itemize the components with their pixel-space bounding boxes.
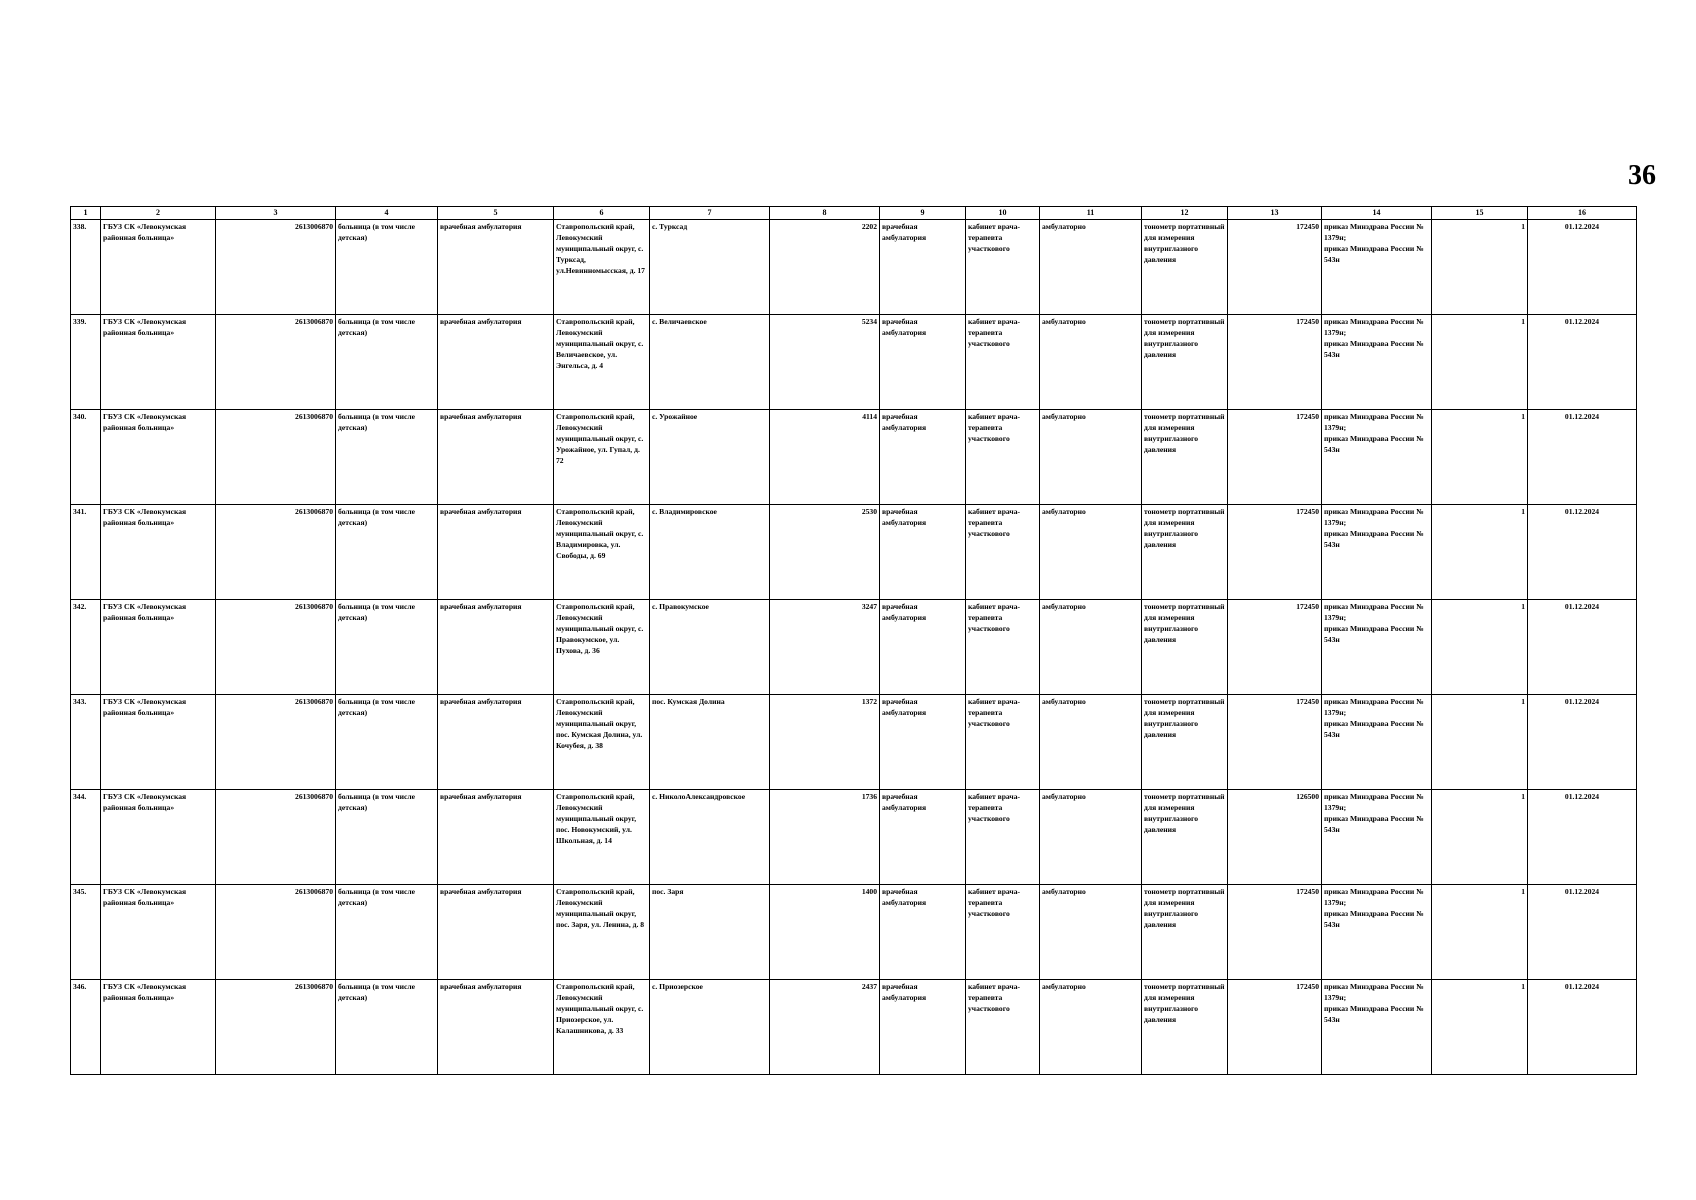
equipment-name-cell: тонометр портативный для измерения внутриглазного давления [1142, 789, 1228, 884]
column-number-6: 6 [554, 207, 650, 220]
equipment-name-cell: тонометр портативный для измерения внутриглазного давления [1142, 314, 1228, 409]
table-row [71, 314, 1637, 409]
care-conditions-cell: амбулаторно [1040, 599, 1142, 694]
facility-type-cell: врачебная амбулатория [880, 219, 966, 314]
population-cell: 2530 [770, 504, 880, 599]
population-cell: 3247 [770, 599, 880, 694]
facility-type-cell: врачебная амбулатория [880, 504, 966, 599]
care-conditions-cell: амбулаторно [1040, 789, 1142, 884]
delivery-date-cell: 01.12.2024 [1528, 599, 1637, 694]
care-conditions-cell: амбулаторно [1040, 694, 1142, 789]
organization-name-cell: ГБУЗ СК «Левокумская районная больница» [101, 789, 216, 884]
equipment-name-cell: тонометр портативный для измерения внутриглазного давления [1142, 979, 1228, 1074]
settlement-cell: с. Турксад [650, 219, 770, 314]
subdivision-type-cell: врачебная амбулатория [438, 789, 554, 884]
population-cell: 1372 [770, 694, 880, 789]
price-cell: 172450 [1228, 409, 1322, 504]
page-number: 36 [1628, 160, 1656, 191]
delivery-date-cell: 01.12.2024 [1528, 314, 1637, 409]
table-row [71, 789, 1637, 884]
legal-basis-cell: приказ Минздрава России № 1379н; приказ Минздрава России № 543н [1322, 504, 1432, 599]
equipment-name-cell: тонометр портативный для измерения внутриглазного давления [1142, 219, 1228, 314]
row-number-cell: 338. [71, 219, 101, 314]
organization-type-cell: больница (в том числе детская) [336, 884, 438, 979]
facility-type-cell: врачебная амбулатория [880, 884, 966, 979]
equipment-name-cell: тонометр портативный для измерения внутриглазного давления [1142, 694, 1228, 789]
organization-type-cell: больница (в том числе детская) [336, 314, 438, 409]
legal-basis-cell: приказ Минздрава России № 1379н; приказ Минздрава России № 543н [1322, 409, 1432, 504]
care-conditions-cell: амбулаторно [1040, 409, 1142, 504]
equipment-name-cell: тонометр портативный для измерения внутриглазного давления [1142, 884, 1228, 979]
settlement-cell: пос. Кумская Долина [650, 694, 770, 789]
quantity-cell: 1 [1432, 694, 1528, 789]
table-row [71, 884, 1637, 979]
address-cell: Ставропольский край, Левокумский муниципальный округ, пос. Новокумский, ул. Школьная, д. 14 [554, 789, 650, 884]
address-cell: Ставропольский край, Левокумский муниципальный округ, пос. Заря, ул. Ленина, д. 8 [554, 884, 650, 979]
delivery-date-cell: 01.12.2024 [1528, 409, 1637, 504]
column-number-9: 9 [880, 207, 966, 220]
column-number-4: 4 [336, 207, 438, 220]
population-cell: 4114 [770, 409, 880, 504]
organization-name-cell: ГБУЗ СК «Левокумская районная больница» [101, 694, 216, 789]
organization-type-cell: больница (в том числе детская) [336, 789, 438, 884]
cabinet-cell: кабинет врача-терапевта участкового [966, 599, 1040, 694]
cabinet-cell: кабинет врача-терапевта участкового [966, 219, 1040, 314]
address-cell: Ставропольский край, Левокумский муниципальный округ, с. Урожайное, ул. Гупал, д. 72 [554, 409, 650, 504]
table-row [71, 694, 1637, 789]
settlement-cell: пос. Заря [650, 884, 770, 979]
table-row [71, 409, 1637, 504]
inn-code-cell: 2613006870 [216, 884, 336, 979]
legal-basis-cell: приказ Минздрава России № 1379н; приказ Минздрава России № 543н [1322, 884, 1432, 979]
subdivision-type-cell: врачебная амбулатория [438, 314, 554, 409]
care-conditions-cell: амбулаторно [1040, 504, 1142, 599]
organization-name-cell: ГБУЗ СК «Левокумская районная больница» [101, 979, 216, 1074]
column-number-16: 16 [1528, 207, 1637, 220]
quantity-cell: 1 [1432, 504, 1528, 599]
delivery-date-cell: 01.12.2024 [1528, 694, 1637, 789]
settlement-cell: с. НиколоАлександровское [650, 789, 770, 884]
legal-basis-cell: приказ Минздрава России № 1379н; приказ Минздрава России № 543н [1322, 219, 1432, 314]
inn-code-cell: 2613006870 [216, 219, 336, 314]
population-cell: 2437 [770, 979, 880, 1074]
address-cell: Ставропольский край, Левокумский муниципальный округ, с. Величаевское, ул. Энгельса, д. 4 [554, 314, 650, 409]
table-row [71, 219, 1637, 314]
legal-basis-cell: приказ Минздрава России № 1379н; приказ Минздрава России № 543н [1322, 789, 1432, 884]
column-number-2: 2 [101, 207, 216, 220]
table-row [71, 979, 1637, 1074]
address-cell: Ставропольский край, Левокумский муниципальный округ, с. Правокумское, ул. Пухова, д. 36 [554, 599, 650, 694]
price-cell: 126500 [1228, 789, 1322, 884]
column-number-15: 15 [1432, 207, 1528, 220]
delivery-date-cell: 01.12.2024 [1528, 504, 1637, 599]
column-number-7: 7 [650, 207, 770, 220]
table-row [71, 599, 1637, 694]
facility-type-cell: врачебная амбулатория [880, 409, 966, 504]
quantity-cell: 1 [1432, 884, 1528, 979]
population-cell: 1736 [770, 789, 880, 884]
row-number-cell: 341. [71, 504, 101, 599]
organization-type-cell: больница (в том числе детская) [336, 409, 438, 504]
address-cell: Ставропольский край, Левокумский муниципальный округ, с. Владимировка, ул. Свободы, д. 69 [554, 504, 650, 599]
organization-type-cell: больница (в том числе детская) [336, 694, 438, 789]
organization-type-cell: больница (в том числе детская) [336, 504, 438, 599]
inn-code-cell: 2613006870 [216, 979, 336, 1074]
column-number-10: 10 [966, 207, 1040, 220]
care-conditions-cell: амбулаторно [1040, 314, 1142, 409]
cabinet-cell: кабинет врача-терапевта участкового [966, 884, 1040, 979]
row-number-cell: 345. [71, 884, 101, 979]
table-row [71, 504, 1637, 599]
settlement-cell: с. Приозерское [650, 979, 770, 1074]
organization-type-cell: больница (в том числе детская) [336, 219, 438, 314]
column-number-8: 8 [770, 207, 880, 220]
inn-code-cell: 2613006870 [216, 694, 336, 789]
facility-type-cell: врачебная амбулатория [880, 694, 966, 789]
row-number-cell: 346. [71, 979, 101, 1074]
quantity-cell: 1 [1432, 599, 1528, 694]
row-number-cell: 344. [71, 789, 101, 884]
facility-type-cell: врачебная амбулатория [880, 979, 966, 1074]
equipment-name-cell: тонометр портативный для измерения внутриглазного давления [1142, 599, 1228, 694]
care-conditions-cell: амбулаторно [1040, 979, 1142, 1074]
price-cell: 172450 [1228, 979, 1322, 1074]
subdivision-type-cell: врачебная амбулатория [438, 694, 554, 789]
cabinet-cell: кабинет врача-терапевта участкового [966, 409, 1040, 504]
delivery-date-cell: 01.12.2024 [1528, 789, 1637, 884]
settlement-cell: с. Величаевское [650, 314, 770, 409]
inn-code-cell: 2613006870 [216, 314, 336, 409]
price-cell: 172450 [1228, 219, 1322, 314]
facility-type-cell: врачебная амбулатория [880, 314, 966, 409]
price-cell: 172450 [1228, 599, 1322, 694]
subdivision-type-cell: врачебная амбулатория [438, 599, 554, 694]
subdivision-type-cell: врачебная амбулатория [438, 219, 554, 314]
inn-code-cell: 2613006870 [216, 409, 336, 504]
facility-type-cell: врачебная амбулатория [880, 599, 966, 694]
quantity-cell: 1 [1432, 979, 1528, 1074]
quantity-cell: 1 [1432, 409, 1528, 504]
inn-code-cell: 2613006870 [216, 599, 336, 694]
row-number-cell: 340. [71, 409, 101, 504]
column-number-12: 12 [1142, 207, 1228, 220]
organization-name-cell: ГБУЗ СК «Левокумская районная больница» [101, 884, 216, 979]
organization-name-cell: ГБУЗ СК «Левокумская районная больница» [101, 599, 216, 694]
organization-type-cell: больница (в том числе детская) [336, 599, 438, 694]
subdivision-type-cell: врачебная амбулатория [438, 884, 554, 979]
registry-table [70, 206, 1637, 1075]
quantity-cell: 1 [1432, 219, 1528, 314]
delivery-date-cell: 01.12.2024 [1528, 979, 1637, 1074]
settlement-cell: с. Владимировское [650, 504, 770, 599]
organization-name-cell: ГБУЗ СК «Левокумская районная больница» [101, 314, 216, 409]
equipment-name-cell: тонометр портативный для измерения внутриглазного давления [1142, 409, 1228, 504]
price-cell: 172450 [1228, 694, 1322, 789]
population-cell: 1400 [770, 884, 880, 979]
cabinet-cell: кабинет врача-терапевта участкового [966, 694, 1040, 789]
inn-code-cell: 2613006870 [216, 789, 336, 884]
column-number-14: 14 [1322, 207, 1432, 220]
organization-type-cell: больница (в том числе детская) [336, 979, 438, 1074]
legal-basis-cell: приказ Минздрава России № 1379н; приказ Минздрава России № 543н [1322, 979, 1432, 1074]
organization-name-cell: ГБУЗ СК «Левокумская районная больница» [101, 219, 216, 314]
delivery-date-cell: 01.12.2024 [1528, 884, 1637, 979]
subdivision-type-cell: врачебная амбулатория [438, 504, 554, 599]
legal-basis-cell: приказ Минздрава России № 1379н; приказ Минздрава России № 543н [1322, 694, 1432, 789]
care-conditions-cell: амбулаторно [1040, 219, 1142, 314]
column-number-3: 3 [216, 207, 336, 220]
cabinet-cell: кабинет врача-терапевта участкового [966, 789, 1040, 884]
cabinet-cell: кабинет врача-терапевта участкового [966, 979, 1040, 1074]
subdivision-type-cell: врачебная амбулатория [438, 409, 554, 504]
quantity-cell: 1 [1432, 789, 1528, 884]
address-cell: Ставропольский край, Левокумский муниципальный округ, пос. Кумская Долина, ул. Кочубея, д. 38 [554, 694, 650, 789]
address-cell: Ставропольский край, Левокумский муниципальный округ, с. Турксад, ул.Невинномысская, д. 17 [554, 219, 650, 314]
column-number-11: 11 [1040, 207, 1142, 220]
legal-basis-cell: приказ Минздрава России № 1379н; приказ Минздрава России № 543н [1322, 599, 1432, 694]
row-number-cell: 342. [71, 599, 101, 694]
equipment-name-cell: тонометр портативный для измерения внутриглазного давления [1142, 504, 1228, 599]
delivery-date-cell: 01.12.2024 [1528, 219, 1637, 314]
column-number-1: 1 [71, 207, 101, 220]
legal-basis-cell: приказ Минздрава России № 1379н; приказ Минздрава России № 543н [1322, 314, 1432, 409]
organization-name-cell: ГБУЗ СК «Левокумская районная больница» [101, 504, 216, 599]
subdivision-type-cell: врачебная амбулатория [438, 979, 554, 1074]
price-cell: 172450 [1228, 884, 1322, 979]
row-number-cell: 343. [71, 694, 101, 789]
settlement-cell: с. Урожайное [650, 409, 770, 504]
organization-name-cell: ГБУЗ СК «Левокумская районная больница» [101, 409, 216, 504]
facility-type-cell: врачебная амбулатория [880, 789, 966, 884]
cabinet-cell: кабинет врача-терапевта участкового [966, 314, 1040, 409]
address-cell: Ставропольский край, Левокумский муниципальный округ, с. Приозерское, ул. Калашникова, д. 33 [554, 979, 650, 1074]
column-number-5: 5 [438, 207, 554, 220]
cabinet-cell: кабинет врача-терапевта участкового [966, 504, 1040, 599]
quantity-cell: 1 [1432, 314, 1528, 409]
inn-code-cell: 2613006870 [216, 504, 336, 599]
column-number-row [71, 207, 1637, 220]
price-cell: 172450 [1228, 504, 1322, 599]
settlement-cell: с. Правокумское [650, 599, 770, 694]
care-conditions-cell: амбулаторно [1040, 884, 1142, 979]
row-number-cell: 339. [71, 314, 101, 409]
population-cell: 5234 [770, 314, 880, 409]
column-number-13: 13 [1228, 207, 1322, 220]
price-cell: 172450 [1228, 314, 1322, 409]
population-cell: 2202 [770, 219, 880, 314]
